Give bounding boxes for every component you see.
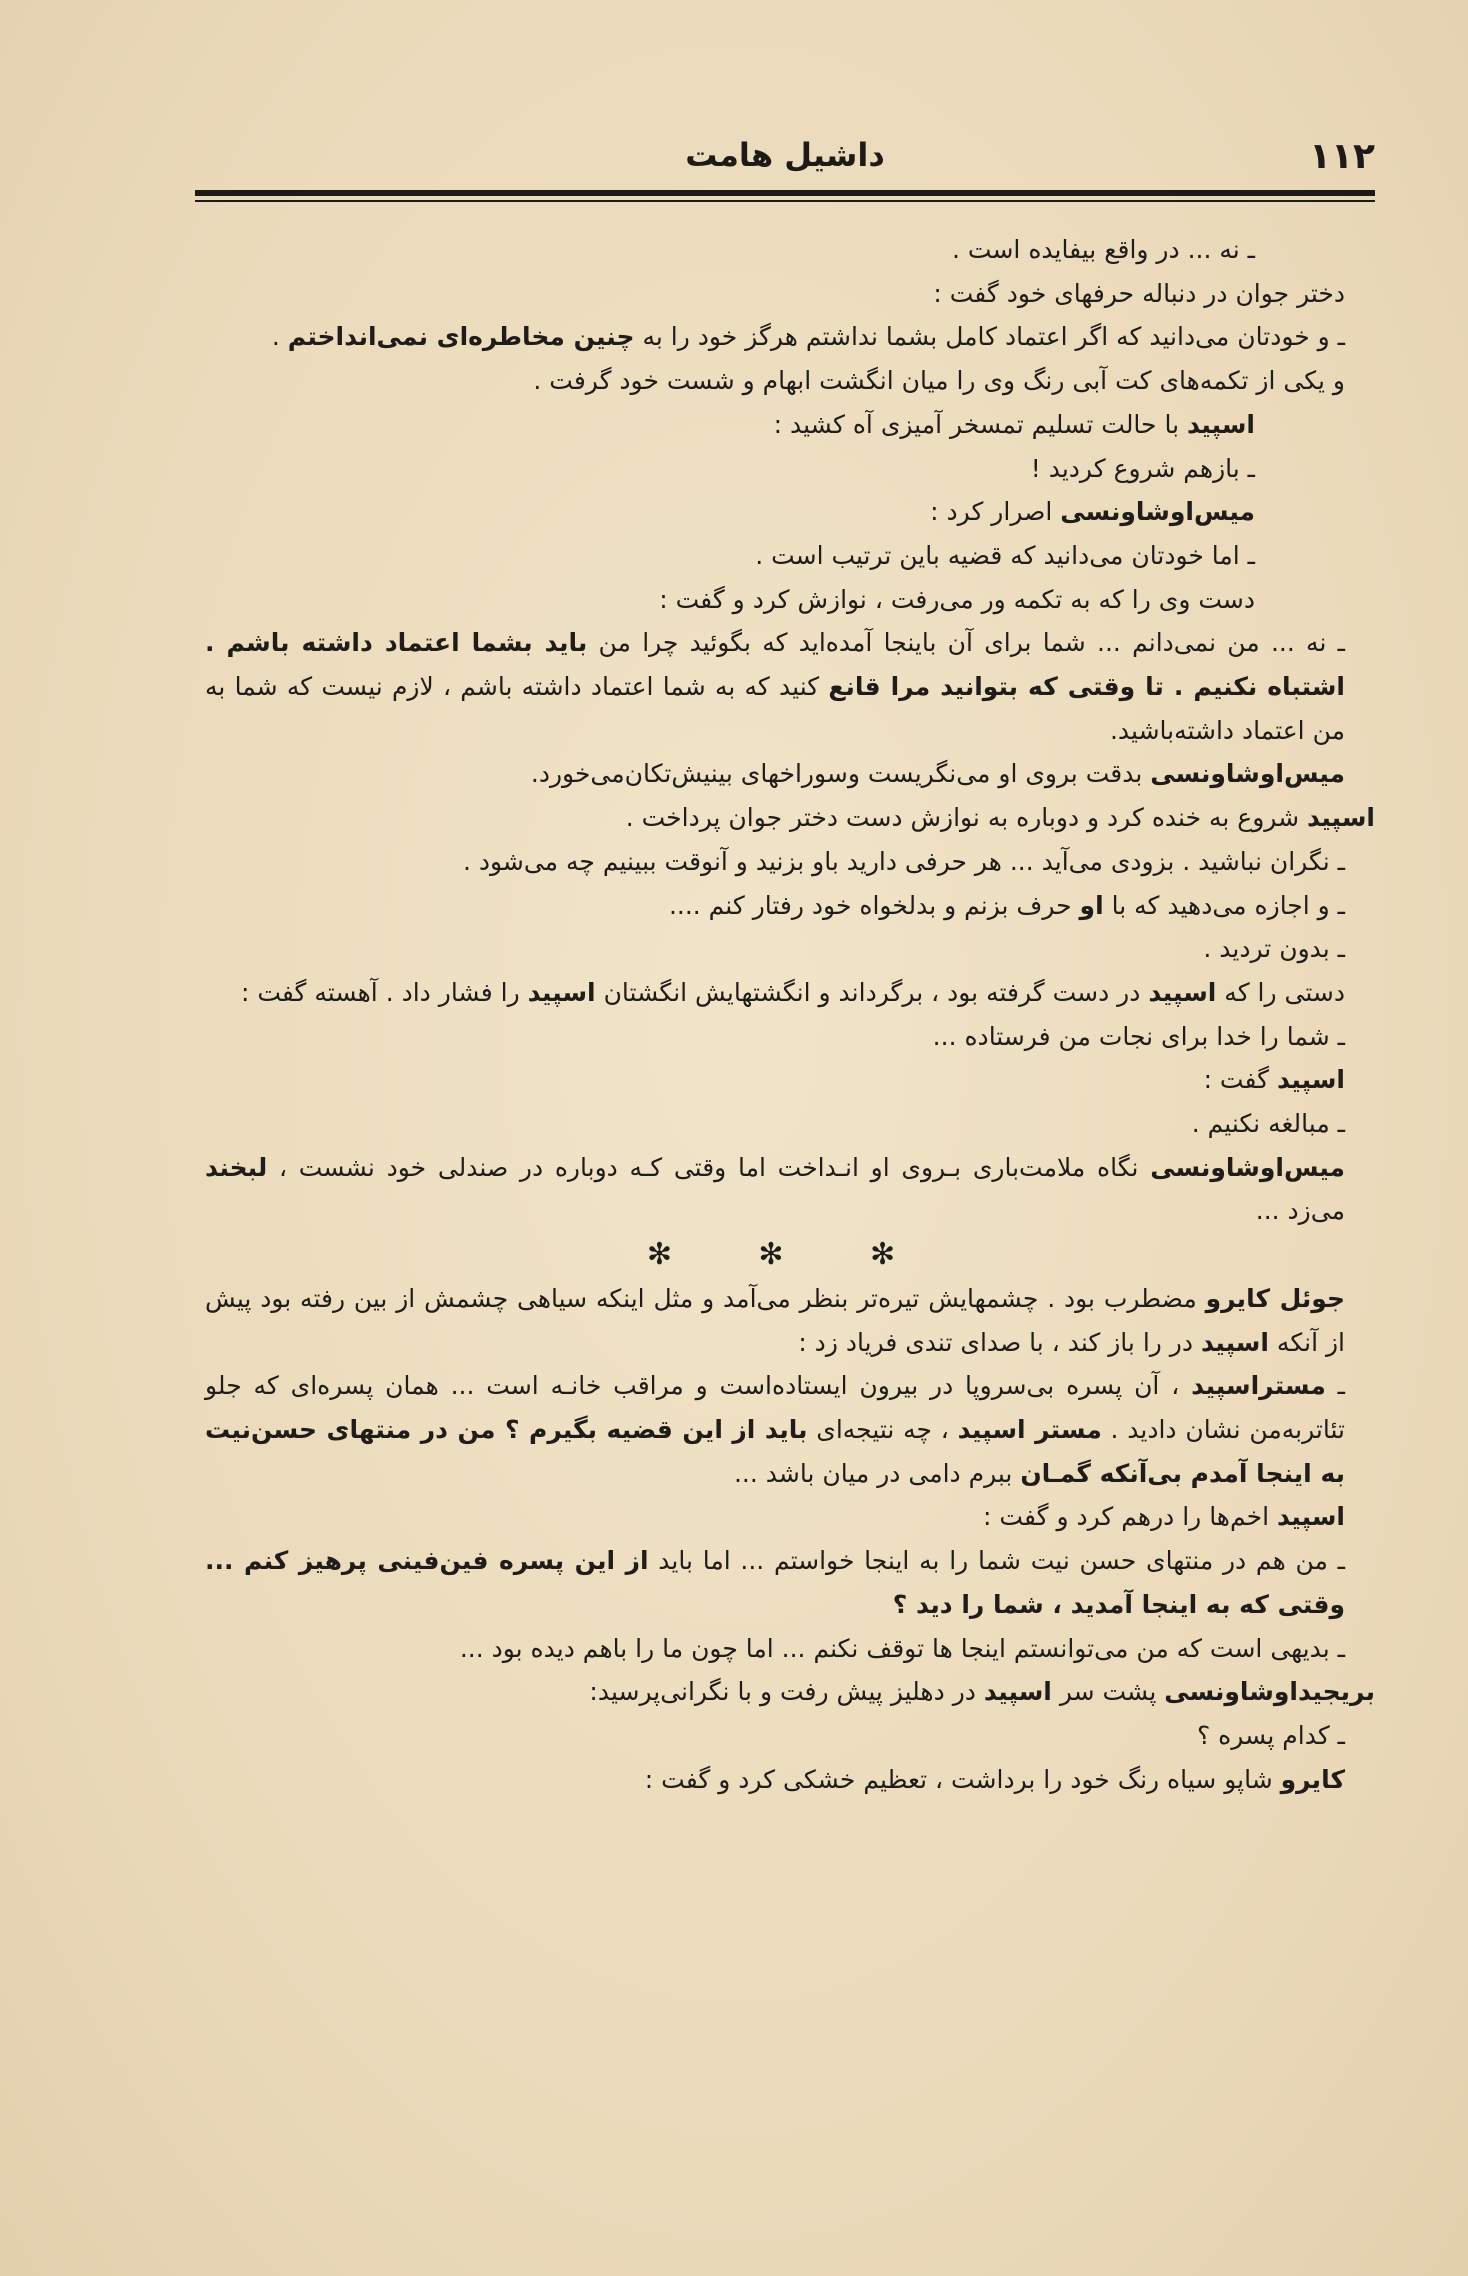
paragraph — [205, 578, 1375, 622]
text-run: ـ اما خودتان می‌دانید که قضیه باین ترتیب است . — [755, 540, 1255, 570]
paragraph — [205, 1146, 1375, 1233]
paragraph — [205, 1627, 1375, 1671]
bold-text: اسپید — [1186, 409, 1255, 439]
paragraph — [205, 447, 1375, 491]
text-run: نگاه ملامت‌باری بـروی او انـداخت اما وقتی کـه دوباره در صندلی خود نشست ، — [267, 1152, 1151, 1182]
text-run: در دهلیز پیش رفت و با نگرانی‌پرسید: — [589, 1677, 984, 1707]
paragraph — [205, 359, 1375, 403]
body-text — [205, 228, 1375, 2148]
paragraph — [205, 927, 1375, 971]
text-run: حرف بزنم و بدلخواه خود رفتار کنم .... — [668, 890, 1080, 920]
bold-text: از این پسره فین‌فینی پرهیز کنم ... وقتی که به اینجا آمدید ، شما را دید ؟ — [205, 1546, 1345, 1619]
paragraph — [205, 1058, 1375, 1102]
bold-text: میس‌اوشاونسی — [1150, 759, 1345, 789]
text-run: ـ بدیهی است که من می‌توانستم اینجا ها توقف نکنم ... اما چون ما را باهم دیده بود ... — [459, 1633, 1345, 1663]
text-run: پشت سر — [1051, 1677, 1165, 1707]
text-run: کنید که به شما اعتماد داشته باشم ، لازم نیست که شما به من اعتماد داشته‌باشید. — [205, 672, 1345, 745]
text-run: . — [271, 322, 288, 352]
bold-text: میس‌اوشاونسی — [1060, 497, 1255, 527]
paragraph — [205, 971, 1375, 1015]
paragraph — [205, 1714, 1375, 1758]
text-run: ببرم دامی در میان باشد ... — [733, 1458, 1021, 1488]
text-run: ـ نه ... در واقع بیفایده است . — [952, 235, 1255, 264]
text-run: شاپو سیاه رنگ خود را برداشت ، تعظیم خشکی کرد و گفت : — [644, 1764, 1281, 1794]
page-number: ۱۱۲ — [1309, 136, 1375, 177]
text-run: دختر جوان در دنباله حرفهای خود گفت : — [933, 278, 1345, 308]
paragraph — [205, 796, 1375, 840]
text-run: و یکی از تکمه‌های کت آبی رنگ وی را میان انگشت ابهام و شست خود گرفت . — [533, 366, 1345, 396]
text-run: با حالت تسلیم تمسخر آمیزی آه کشید : — [773, 409, 1187, 439]
bold-text: باید بشما اعتماد داشته باشم . اشتباه نکنیم . تا وقتی که بتوانید مرا قانع — [205, 628, 1345, 702]
bold-text: مستراسپید — [1191, 1371, 1326, 1401]
paragraph — [205, 1277, 1375, 1364]
bold-text: جوئل کایرو — [1205, 1283, 1345, 1313]
paragraph — [205, 228, 1375, 272]
text-run: ـ بدون تردید . — [1203, 934, 1345, 964]
header-rule-thin — [195, 200, 1375, 202]
text-run: ـ شما را خدا برای نجات من فرستاده ... — [932, 1021, 1345, 1051]
bold-text: اسپید — [1276, 1065, 1345, 1095]
page-header — [195, 130, 1375, 182]
text-run: اخم‌ها را درهم کرد و گفت : — [983, 1502, 1277, 1532]
bold-text: لبخند — [205, 1152, 268, 1182]
text-run: ، چه نتیجه‌ای — [807, 1414, 958, 1444]
text-run: دست وی را که به تکمه ور می‌رفت ، نوازش کرد و گفت : — [659, 584, 1255, 614]
bold-text: اسپید — [1276, 1502, 1345, 1532]
paragraph — [205, 272, 1375, 316]
text-run: ـ نه ... من نمی‌دانم ... شما برای آن باینجا آمده‌اید که بگوئید چرا من — [587, 628, 1345, 658]
bold-text: اسپید — [1148, 977, 1217, 1007]
running-title: داشیل هامت — [685, 136, 885, 174]
text-run: ـ نگران نباشید . بزودی می‌آید ... هر حرفی دارید باو بزنید و آنوقت ببینیم چه می‌شود . — [462, 846, 1345, 876]
bold-text: مستر اسپید — [957, 1414, 1102, 1444]
text-run: را فشار داد . آهسته گفت : — [240, 977, 528, 1007]
text-run: مضطرب بود . چشمهایش تیره‌تر بنظر می‌آمد و مثل اینکه سیاهی چشمش از بین رفته بود پیش از آنکه — [205, 1283, 1345, 1357]
paragraph — [205, 1364, 1375, 1495]
paragraph — [205, 621, 1375, 752]
text-run: ـ کدام پسره ؟ — [1196, 1720, 1345, 1750]
paragraph — [205, 884, 1375, 928]
paragraph — [205, 1670, 1375, 1714]
bold-text: کایرو — [1280, 1764, 1345, 1794]
text-run: ـ و خودتان می‌دانید که اگر اعتماد کامل بشما نداشتم هرگز خود را به — [634, 322, 1345, 352]
bold-text: بریجیداوشاونسی — [1164, 1677, 1375, 1707]
text-run: می‌زد ... — [1255, 1196, 1345, 1226]
bold-text: او — [1079, 890, 1104, 920]
bold-text: اسپید — [527, 977, 596, 1007]
text-run: ـ و اجازه می‌دهید که با — [1103, 890, 1345, 920]
text-run: در را باز کند ، با صدای تندی فریاد زد : — [798, 1327, 1201, 1357]
text-run: در دست گرفته بود ، برگرداند و انگشتهایش انگشتان — [595, 977, 1149, 1007]
text-run: ـ مبالغه نکنیم . — [1191, 1109, 1345, 1139]
paragraph — [205, 840, 1375, 884]
text-run: ✻ ✻ ✻ — [646, 1237, 934, 1273]
paragraph — [205, 403, 1375, 447]
paragraph — [205, 1495, 1375, 1539]
paragraph — [205, 490, 1375, 534]
paragraph — [205, 1015, 1375, 1059]
paragraph — [205, 1758, 1375, 1802]
paragraph — [205, 1539, 1375, 1626]
paragraph — [205, 534, 1375, 578]
bold-text: اسپید — [983, 1677, 1052, 1707]
bold-text: اسپید — [1306, 803, 1375, 833]
header-rule-thick — [195, 190, 1375, 196]
text-run: بدقت بروی او می‌نگریست وسوراخهای بینیش‌تکان‌می‌خورد. — [530, 759, 1151, 789]
text-run: دستی را که — [1216, 977, 1345, 1007]
section-separator — [205, 1233, 1375, 1277]
text-run: شروع به خنده کرد و دوباره به نوازش دست دختر جوان پرداخت . — [625, 803, 1307, 833]
text-run: ـ — [1325, 1371, 1345, 1401]
bold-text: اسپید — [1200, 1327, 1269, 1357]
text-run: ، آن پسره بی‌سروپا در بیرون ایستاده‌است و مراقب خانـه است ... همان پسره‌ای که جلو تئاتربه‌من نشان دادید . — [205, 1371, 1345, 1444]
paragraph — [205, 1102, 1375, 1146]
bold-text: میس‌اوشاونسی — [1150, 1152, 1345, 1182]
bold-text: باید از این قضیه بگیرم ؟ من در منتهای حسن‌نیت به اینجا آمدم بی‌آنکه گمـان — [205, 1414, 1345, 1488]
text-run: اصرار کرد : — [930, 497, 1061, 527]
text-run: ـ بازهم شروع کردید ! — [1030, 453, 1255, 483]
paragraph — [205, 315, 1375, 359]
text-run: گفت : — [1203, 1065, 1277, 1095]
paragraph — [205, 752, 1375, 796]
bold-text: چنین مخاطره‌ای نمی‌انداختم — [287, 322, 635, 352]
text-run: ـ من هم در منتهای حسن نیت شما را به اینجا خواستم ... اما باید — [648, 1546, 1345, 1576]
